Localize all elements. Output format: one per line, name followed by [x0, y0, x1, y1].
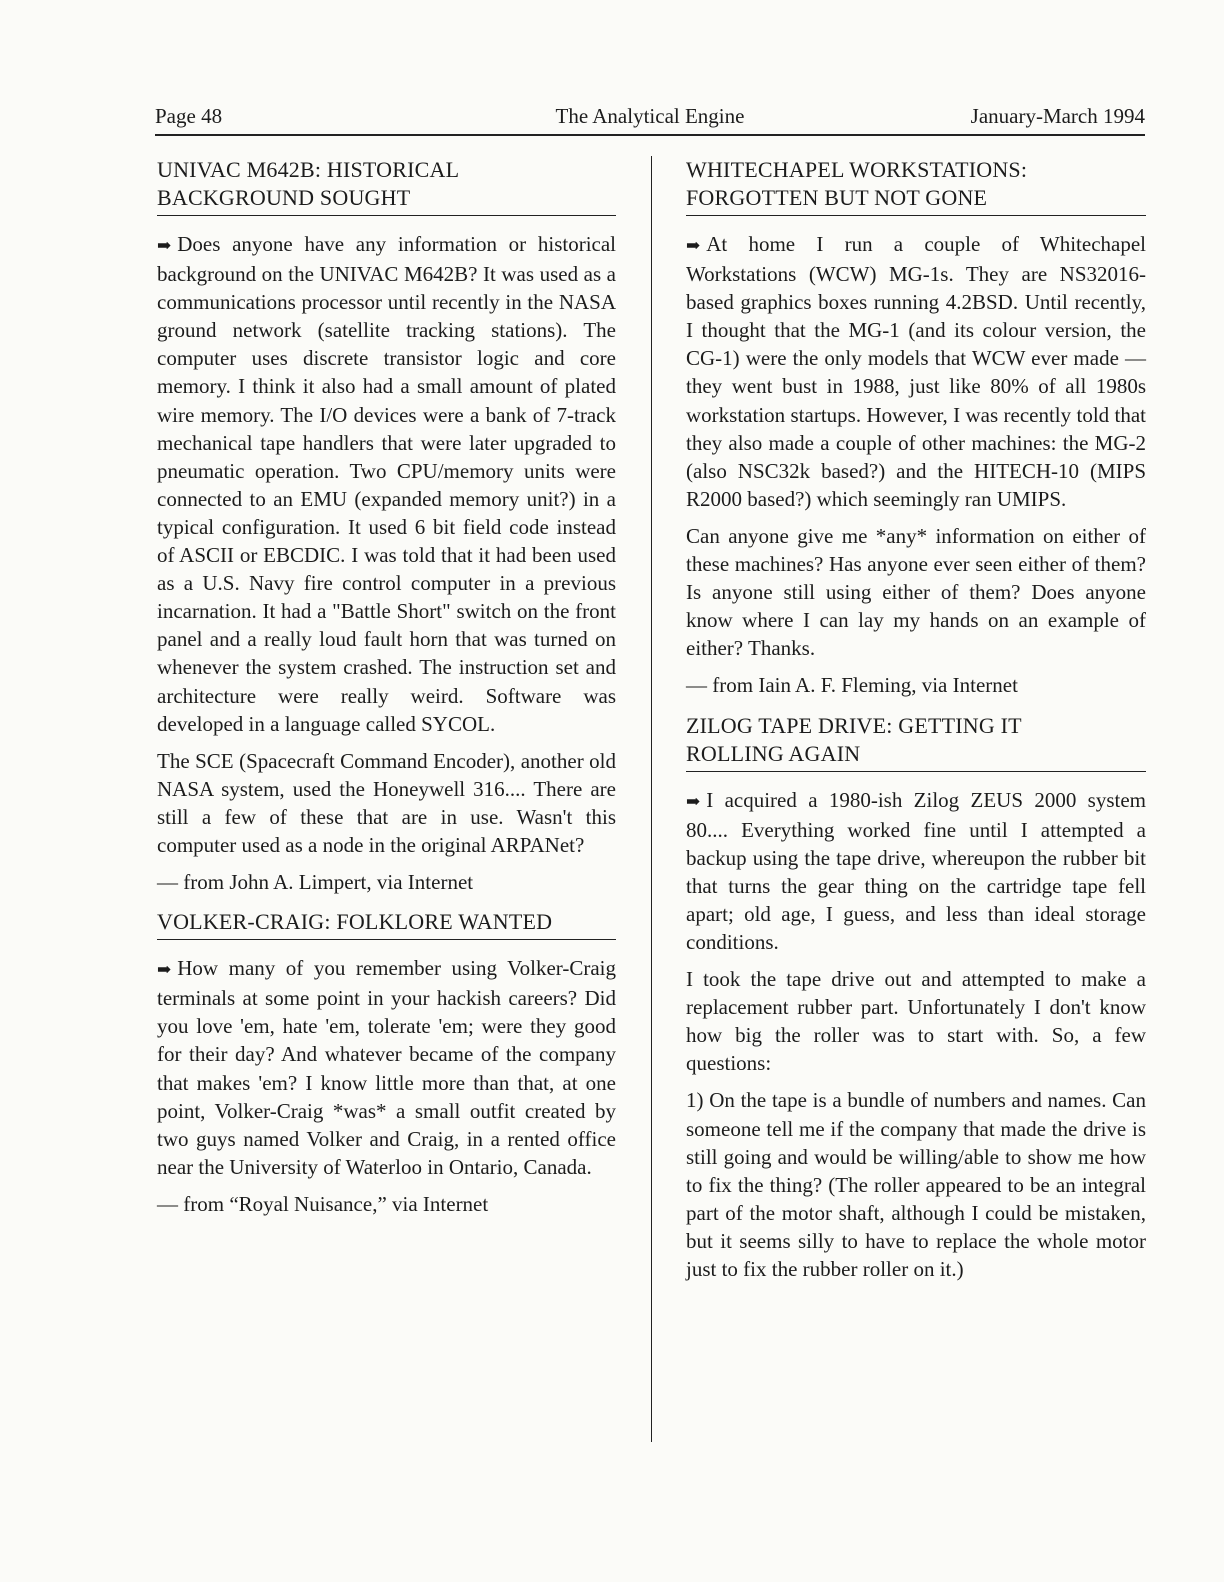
arrow-icon: ➡	[157, 960, 172, 980]
zilog-paragraph-2: I took the tape drive out and attempted to make a replacement rubber part. Unfortunately I don't know how big the roller was to start with. So, a few questions:	[686, 967, 1146, 1076]
right-column	[686, 156, 1146, 1295]
arrow-icon: ➡	[157, 236, 172, 255]
issue-date: January-March 1994	[970, 104, 1145, 128]
page-header	[155, 104, 1145, 136]
univac-paragraph-1: ➡ Does anyone have any information or historical background on the UNIVAC M642B? It was used as a communications processor until recently in the NASA ground network (satellite tracking stations). The computer uses discrete transistor logic and core memory. I think it also had a small amount of plated wire memory. The I/O devices were a bank of 7-track mechanical tape handlers that were later upgraded to pneumatic operation. Two CPU/memory units were connected to an EMU (expanded memory unit?) in a typical configuration. It used 6 bit field code instead of ASCII or EBCDIC. I was told that it had been used as a U.S. Navy fire control computer in a previous incarnation. It had a "Battle Short" switch on the front panel and a really loud fault horn that was turned on whenever the system crashed. The instruction set and architecture were really weird. Software was developed in a language called SYCOL.	[157, 232, 616, 736]
article-volker-craig	[157, 908, 616, 1218]
article-univac	[157, 156, 616, 896]
whitechapel-credit: — from Iain A. F. Fleming, via Internet	[686, 673, 1018, 698]
headline-volker-craig: VOLKER-CRAIG: FOLKLORE WANTED	[157, 908, 616, 940]
headline-univac: UNIVAC M642B: HISTORICAL BACKGROUND SOUGHT	[157, 156, 616, 216]
page-number: Page 48	[155, 104, 223, 128]
left-column	[157, 156, 616, 1230]
whitechapel-paragraph-2: Can anyone give me *any* information on either of these machines? Has anyone ever seen either of them? Is anyone still using either of them? Does anyone know where I can lay my hands on an example of either? Thanks.	[686, 523, 1146, 661]
arrow-icon: ➡	[686, 236, 701, 255]
arrow-icon: ➡	[686, 791, 701, 811]
article-whitechapel	[686, 156, 1146, 700]
volker-credit: — from “Royal Nuisance,” via Internet	[157, 1191, 489, 1216]
headline-zilog: ZILOG TAPE DRIVE: GETTING IT ROLLING AGAIN	[686, 712, 1146, 772]
zilog-paragraph-3: 1) On the tape is a bundle of numbers and names. Can someone tell me if the company that made the drive is still going and would be willing/able to show me how to fix the thing? (The roller appeared to be an integral part of the motor shaft, although I could be mistaken, but it seems silly to have to replace the whole motor just to fix the rubber roller on it.)	[686, 1088, 1146, 1281]
univac-paragraph-2: The SCE (Spacecraft Command Encoder), another old NASA system, used the Honeywell 316.... There are still a few of these that are in use. Wasn't this computer used as a node in the original ARPANet?	[157, 748, 616, 857]
column-divider	[651, 156, 652, 1442]
article-zilog	[686, 712, 1146, 1284]
univac-credit: — from John A. Limpert, via Internet	[157, 870, 474, 895]
publication-title: The Analytical Engine	[555, 104, 745, 128]
whitechapel-paragraph-1: ➡ At home I run a couple of Whitechapel Workstations (WCW) MG-1s. They are NS32016-based graphics boxes running 4.2BSD. Until recently, I thought that the MG-1 (and its colour version, the CG-1) were the only models that WCW ever made — they went bust in 1988, just like 80% of all 1980s workstation startups. However, I was recently told that they also made a couple of other machines: the MG-2 (also NSC32k based?) and the HITECH-10 (MIPS R2000 based?) which seemingly ran UMIPS.	[686, 232, 1146, 511]
headline-whitechapel: WHITECHAPEL WORKSTATIONS: FORGOTTEN BUT NOT GONE	[686, 156, 1146, 216]
volker-paragraph-1: ➡ How many of you remember using Volker-Craig terminals at some point in your hackish careers? Did you love 'em, hate 'em, tolerate 'em; were they good for their day? And whatever became of the company that makes 'em? I know little more than that, at one point, Volker-Craig *was* a small outfit created by two guys named Volker and Craig, in a rented office near the University of Waterloo in Ontario, Canada.	[157, 956, 616, 1179]
zilog-paragraph-1: ➡ I acquired a 1980-ish Zilog ZEUS 2000 system 80.... Everything worked fine until I attempted a backup using the tape drive, whereupon the rubber bit that turns the gear thing on the cartridge tape fell apart; old age, I guess, and less than ideal storage conditions.	[686, 787, 1146, 954]
